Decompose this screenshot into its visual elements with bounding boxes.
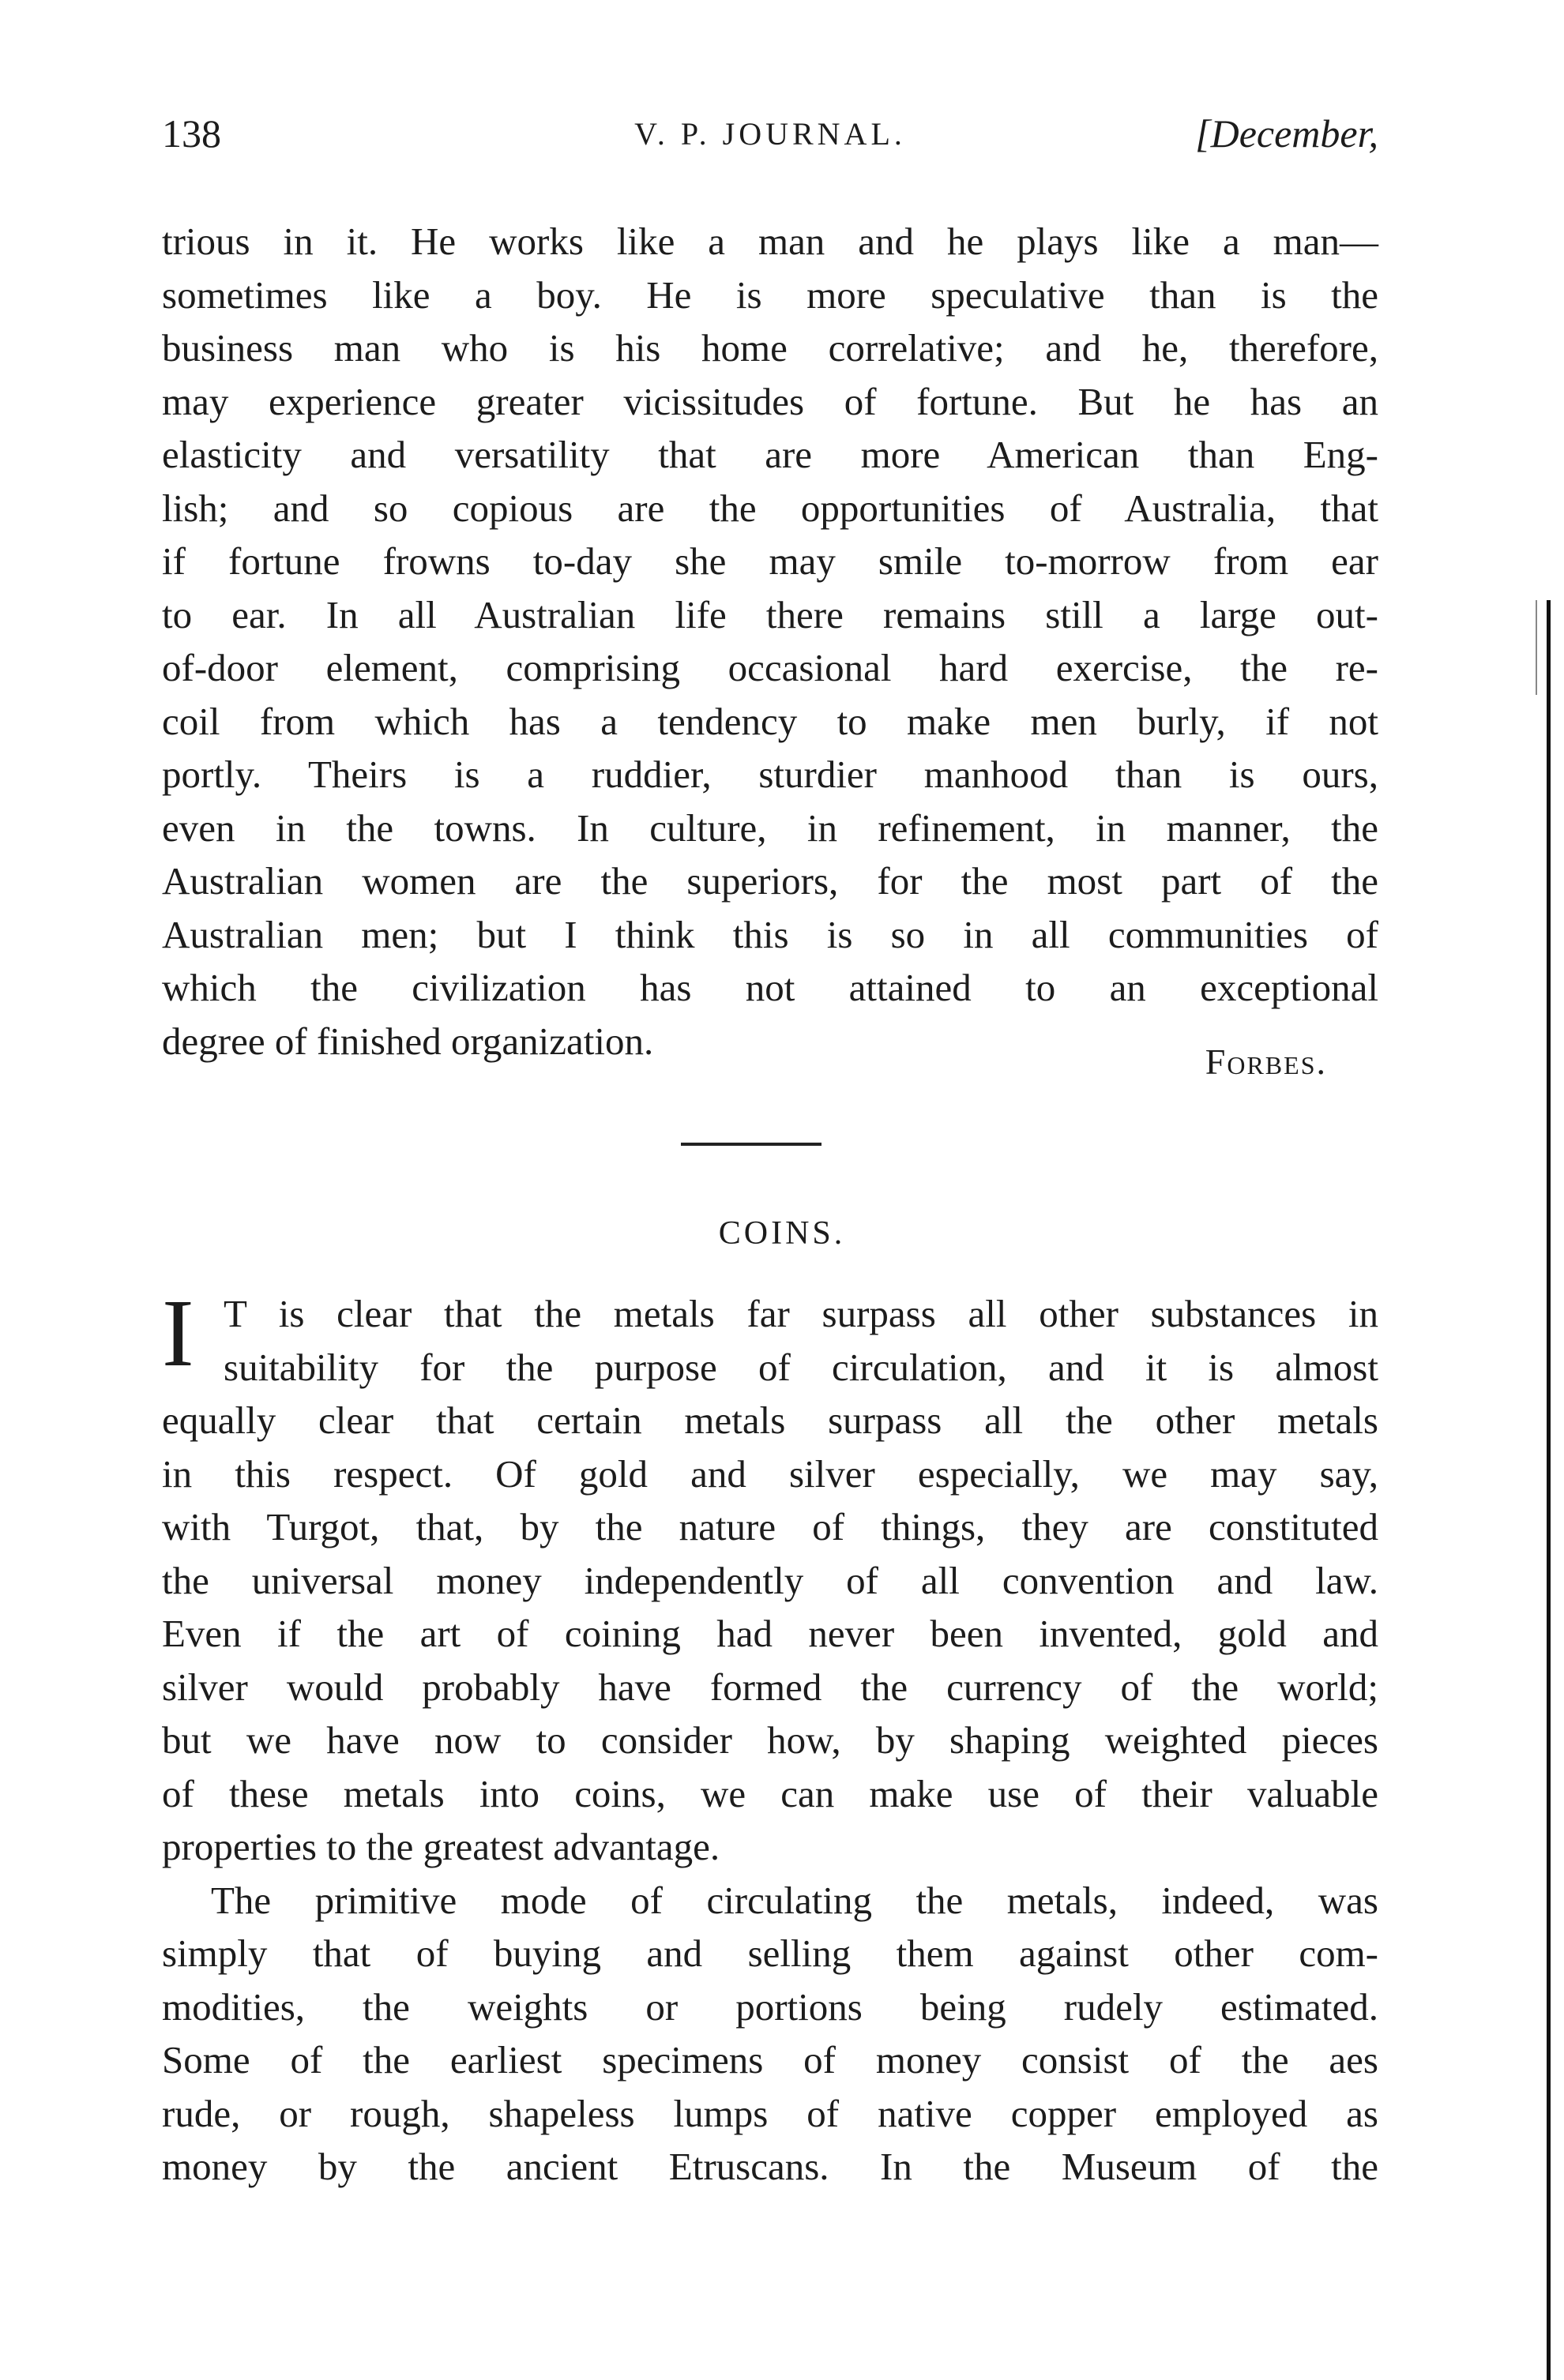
drop-cap: I xyxy=(162,1280,194,1387)
section-divider xyxy=(681,1143,821,1146)
text-line: with Turgot, that, by the nature of things, they are constituted xyxy=(162,1505,1378,1549)
text-line: rude, or rough, shapeless lumps of native copper employed as xyxy=(162,2091,1378,2135)
text-line: in this respect. Of gold and silver especially, we may say, xyxy=(162,1451,1378,1496)
text-line: properties to the greatest advantage. xyxy=(162,1825,720,1868)
text-line: Australian men; but I think this is so in all communities of xyxy=(162,912,1378,956)
page-number: 138 xyxy=(162,111,221,156)
article-coins-body xyxy=(162,1280,1378,2194)
scan-edge-shadow xyxy=(1547,600,1551,2380)
scan-artifact xyxy=(1536,600,1537,695)
text-line: elasticity and versatility that are more American than Eng- xyxy=(162,433,1378,476)
text-line: degree of finished organization. xyxy=(162,1019,654,1063)
section-title: COINS. xyxy=(718,1215,846,1252)
text-line: silver would probably have formed the currency of the world; xyxy=(162,1665,1378,1709)
article-forbes-body xyxy=(162,215,1378,1068)
text-line: suitability for the purpose of circulation, and it is almost xyxy=(224,1345,1378,1389)
text-line: but we have now to consider how, by shaping weighted pieces xyxy=(162,1718,1378,1762)
text-line: the universal money independently of all convention and law. xyxy=(162,1558,1378,1602)
text-line: simply that of buying and selling them against other com- xyxy=(162,1931,1378,1975)
text-line: even in the towns. In culture, in refinement, in manner, the xyxy=(162,805,1378,850)
text-line: to ear. In all Australian life there remains still a large out- xyxy=(162,592,1378,636)
text-line: money by the ancient Etruscans. In the Museum of the xyxy=(162,2145,1378,2188)
text-line: The primitive mode of circulating the metals, indeed, was xyxy=(211,1878,1378,1922)
text-line: which the civilization has not attained to an exceptional xyxy=(162,966,1378,1009)
month-label: [December, xyxy=(1195,111,1378,156)
text-line: of these metals into coins, we can make use of their valuable xyxy=(162,1771,1378,1815)
text-line: if fortune frowns to-day she may smile to-morrow from ear xyxy=(162,539,1378,583)
text-line: Some of the earliest specimens of money consist of the aes xyxy=(162,2038,1378,2082)
text-line: coil from which has a tendency to make men burly, if not xyxy=(162,699,1378,743)
text-line: business man who is his home correlative; and he, therefore, xyxy=(162,326,1378,370)
text-line: Even if the art of coining had never been invented, gold and xyxy=(162,1612,1378,1655)
text-line: sometimes like a boy. He is more speculative than is the xyxy=(162,272,1378,317)
text-line: Australian women are the superiors, for the most part of the xyxy=(162,859,1378,903)
text-line: may experience greater vicissitudes of fortune. But he has an xyxy=(162,379,1378,423)
text-line: trious in it. He works like a man and he plays like a man— xyxy=(162,220,1378,263)
text-line: portly. Theirs is a ruddier, sturdier manhood than is ours, xyxy=(162,753,1378,796)
journal-title: V. P. JOURNAL. xyxy=(634,116,906,152)
running-head xyxy=(162,111,1378,166)
author-signature: Forbes. xyxy=(1205,1042,1327,1082)
text-line: T is clear that the metals far surpass all other substances in xyxy=(224,1292,1378,1335)
text-line: equally clear that certain metals surpass all the other metals xyxy=(162,1398,1378,1442)
text-line: modities, the weights or portions being rudely estimated. xyxy=(162,1984,1378,2029)
text-line: lish; and so copious are the opportunities of Australia, that xyxy=(162,486,1378,530)
text-line: of-door element, comprising occasional hard exercise, the re- xyxy=(162,646,1378,689)
